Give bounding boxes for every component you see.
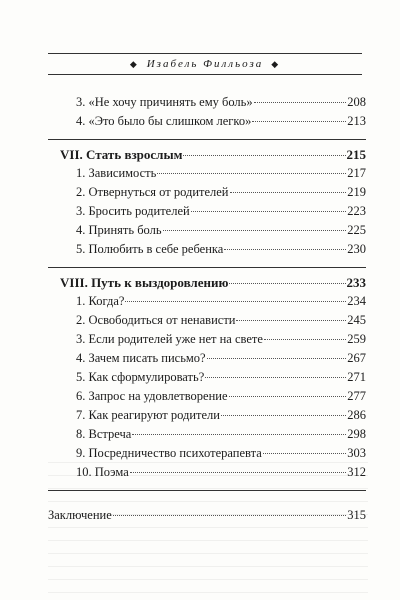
toc-entry: 6. Запрос на удовлетворение 277 <box>76 389 366 403</box>
chapter-heading: VIII. Путь к выздоровлению 233 <box>60 275 366 290</box>
toc-entry: 5. Полюбить в себе ребенка 230 <box>76 242 366 256</box>
toc-entry: 2. Отвернуться от родителей 219 <box>76 185 366 199</box>
toc-entry: 1. Когда? 234 <box>76 294 366 308</box>
running-header <box>48 53 362 75</box>
toc-entry: 4. «Это было бы слишком легко» 213 <box>76 114 366 128</box>
toc-entry: 3. Если родителей уже нет на свете 259 <box>76 332 366 346</box>
section-divider <box>48 139 366 140</box>
toc-entry: 8. Встреча 298 <box>76 427 366 441</box>
toc-entry: 10. Поэма 312 <box>76 465 366 479</box>
table-of-contents <box>48 95 366 527</box>
toc-conclusion: Заключение 315 <box>48 508 366 522</box>
toc-entry: 2. Освободиться от ненависти 245 <box>76 313 366 327</box>
toc-entry: 5. Как сформулировать? 271 <box>76 370 366 384</box>
section-divider <box>48 267 366 268</box>
toc-entry: 4. Зачем писать письмо? 267 <box>76 351 366 365</box>
running-header-title: Изабель Филльоза <box>146 58 264 70</box>
toc-entry: 4. Принять боль 225 <box>76 223 366 237</box>
toc-entry: 3. «Не хочу причинять ему боль» 208 <box>76 95 366 109</box>
toc-entry: 9. Посредничество психотерапевта 303 <box>76 446 366 460</box>
chapter-heading: VII. Стать взрослым 215 <box>60 147 366 162</box>
toc-entry: 7. Как реагируют родители 286 <box>76 408 366 422</box>
toc-entry: 3. Бросить родителей 223 <box>76 204 366 218</box>
ornament-left-icon: ◆ <box>129 58 139 69</box>
section-divider <box>48 490 366 491</box>
toc-entry: 1. Зависимость 217 <box>76 166 366 180</box>
ornament-right-icon: ◆ <box>271 58 281 69</box>
